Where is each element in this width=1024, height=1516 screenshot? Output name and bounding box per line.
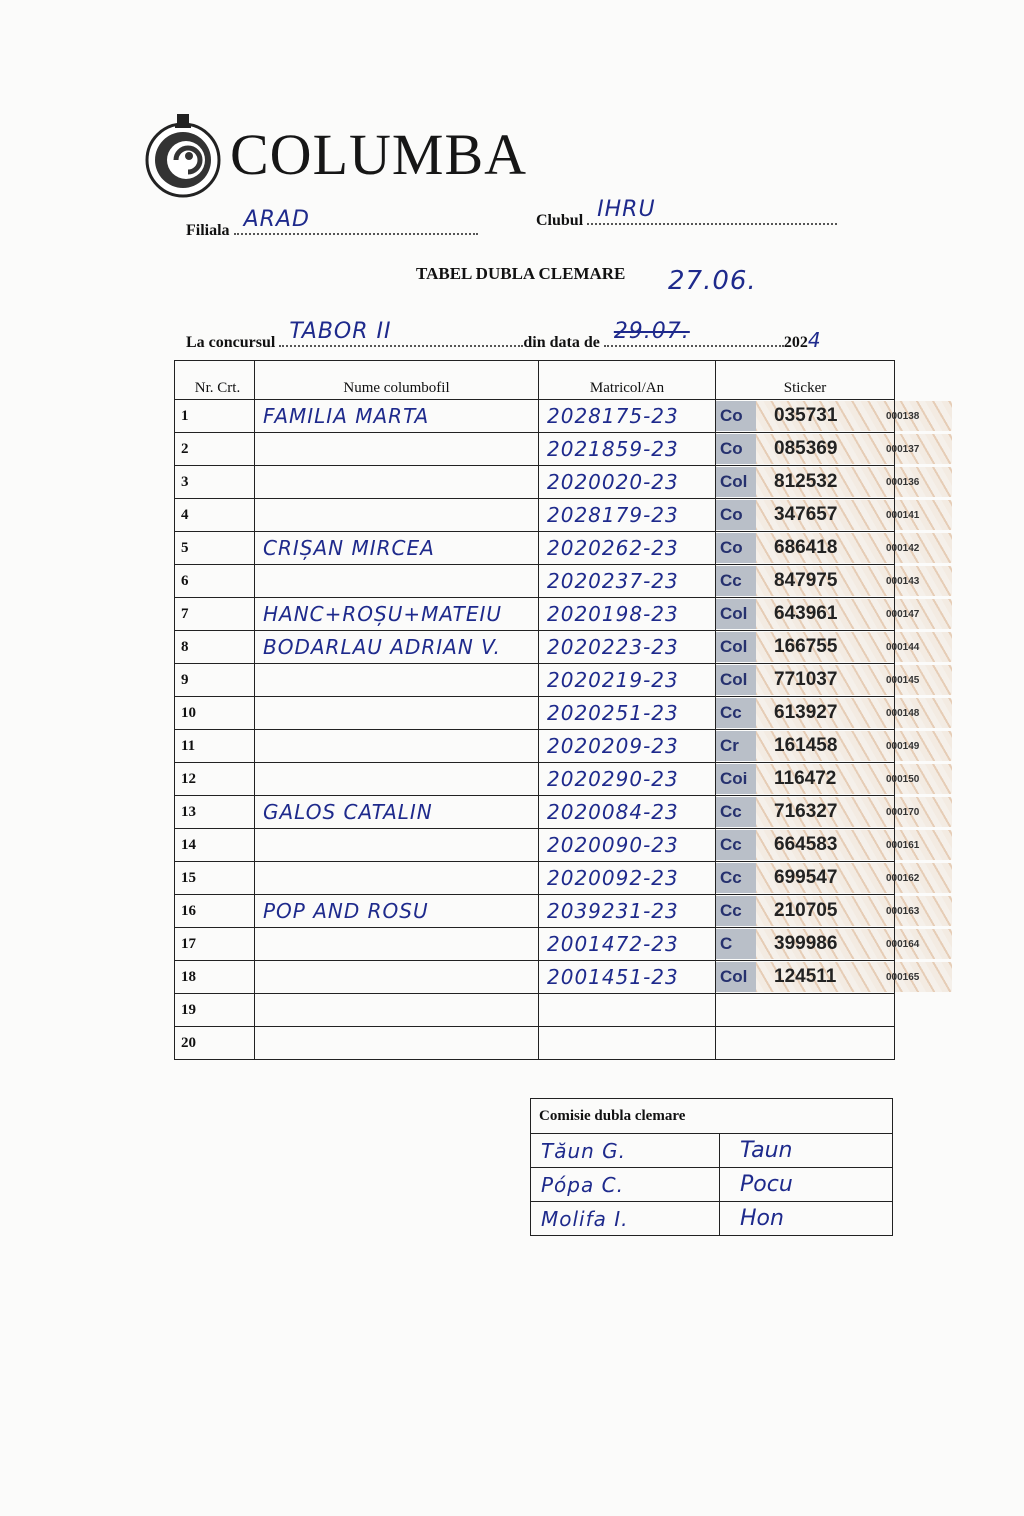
table-row <box>175 994 895 1027</box>
fancier-name <box>255 833 263 857</box>
header-sticker: Sticker <box>716 361 895 400</box>
sticker-serial: 000143 <box>886 575 920 587</box>
row-number: 20 <box>175 1027 255 1060</box>
sticker <box>716 632 952 662</box>
sticker-serial: 000136 <box>886 476 920 488</box>
row-number: 13 <box>175 796 255 829</box>
row-number: 15 <box>175 862 255 895</box>
matricol: 2001451-23 <box>547 965 679 989</box>
sticker-code: 686418 <box>774 537 838 558</box>
sticker-code: 847975 <box>774 570 838 591</box>
matricol: 2020290-23 <box>547 767 679 791</box>
table-row <box>175 862 895 895</box>
fancier-name <box>255 668 263 692</box>
fancier-name-cell <box>255 730 539 763</box>
fancier-name-cell <box>255 532 539 565</box>
sticker <box>716 929 952 959</box>
sticker-code: 116472 <box>774 768 837 789</box>
fancier-name: BODARLAU ADRIAN V. <box>263 635 501 659</box>
fancier-name-cell <box>255 466 539 499</box>
fancier-name-cell <box>255 763 539 796</box>
member-name-cell <box>531 1202 720 1236</box>
sticker-serial: 000170 <box>886 806 920 818</box>
matricol-cell <box>539 532 716 565</box>
table-row <box>175 1027 895 1060</box>
matricol: 2028179-23 <box>547 503 679 527</box>
year-suffix: 4 <box>807 328 822 352</box>
sticker-prefix: Col <box>716 599 756 629</box>
clubul-line <box>536 197 837 230</box>
concurs-value: TABOR II <box>289 319 392 344</box>
sticker <box>716 962 952 992</box>
logo <box>140 112 527 198</box>
fancier-name: GALOS CATALIN <box>263 800 433 824</box>
table-row <box>175 532 895 565</box>
matricol-cell <box>539 598 716 631</box>
table-header-row <box>175 361 895 400</box>
sticker-prefix: Coi <box>716 764 756 794</box>
table-row <box>175 400 895 433</box>
sticker-code: 812532 <box>774 471 838 492</box>
sticker-cell <box>716 664 920 697</box>
matricol-cell <box>539 631 716 664</box>
row-number: 18 <box>175 961 255 994</box>
sticker-code: 035731 <box>774 405 838 426</box>
matricol-cell <box>539 829 716 862</box>
table-row <box>175 928 895 961</box>
concurs-label: La concursul <box>186 334 276 351</box>
matricol-cell <box>539 1027 716 1060</box>
member-name-cell <box>531 1134 720 1168</box>
sticker-cell <box>716 829 920 862</box>
sticker-prefix: Cc <box>716 698 756 728</box>
fancier-name-cell <box>255 631 539 664</box>
sticker-cell <box>716 763 920 796</box>
sticker-cell <box>716 565 920 598</box>
sticker <box>716 599 952 629</box>
table-row <box>175 796 895 829</box>
table-row <box>175 598 895 631</box>
logo-text: COLUMBA <box>230 122 528 187</box>
sticker-prefix: Cc <box>716 566 756 596</box>
row-number: 10 <box>175 697 255 730</box>
sticker-cell <box>716 631 920 664</box>
commission-row <box>531 1134 893 1168</box>
fancier-name-cell <box>255 697 539 730</box>
sticker-code: 613927 <box>774 702 838 723</box>
sticker-serial: 000165 <box>886 971 920 983</box>
sticker-cell <box>716 400 920 433</box>
matricol: 2020198-23 <box>547 602 679 626</box>
matricol-cell <box>539 928 716 961</box>
fancier-name-cell <box>255 664 539 697</box>
sticker-cell <box>716 1027 895 1060</box>
table-row <box>175 631 895 664</box>
row-number: 7 <box>175 598 255 631</box>
fancier-name: HANC+ROȘU+MATEIU <box>263 602 503 626</box>
member-signature-cell <box>720 1202 893 1236</box>
sticker-code: 210705 <box>774 900 838 921</box>
sticker-prefix: Col <box>716 467 756 497</box>
member-signature-cell <box>720 1134 893 1168</box>
fancier-name-cell <box>255 565 539 598</box>
row-number: 12 <box>175 763 255 796</box>
filiala-field <box>234 207 478 235</box>
fancier-name <box>255 866 263 890</box>
sticker <box>716 401 952 431</box>
matricol: 2020020-23 <box>547 470 679 494</box>
sticker <box>716 665 952 695</box>
fancier-name: CRIȘAN MIRCEA <box>263 536 435 560</box>
matricol-cell <box>539 730 716 763</box>
row-number: 3 <box>175 466 255 499</box>
table-row <box>175 697 895 730</box>
clubul-field <box>587 197 837 225</box>
matricol-cell <box>539 862 716 895</box>
fancier-name <box>255 1031 263 1055</box>
matricol: 2020090-23 <box>547 833 679 857</box>
table-row <box>175 829 895 862</box>
matricol-cell <box>539 961 716 994</box>
matricol: 2020092-23 <box>547 866 679 890</box>
sticker <box>716 566 952 596</box>
sticker-serial: 000138 <box>886 410 920 422</box>
row-number: 14 <box>175 829 255 862</box>
table-row <box>175 499 895 532</box>
matricol-cell <box>539 466 716 499</box>
sticker-cell <box>716 433 920 466</box>
fancier-name: POP AND ROSU <box>263 899 429 923</box>
sticker-cell <box>716 499 920 532</box>
fancier-name-cell <box>255 598 539 631</box>
matricol: 2020237-23 <box>547 569 679 593</box>
sticker-cell <box>716 994 895 1027</box>
matricol: 2020251-23 <box>547 701 679 725</box>
fancier-name <box>255 437 263 461</box>
matricol-cell <box>539 565 716 598</box>
clamp-table <box>174 360 920 1060</box>
fancier-name-cell <box>255 961 539 994</box>
sticker-code: 664583 <box>774 834 838 855</box>
table-row <box>175 730 895 763</box>
year-prefix: 202 <box>783 334 808 351</box>
sticker-code: 716327 <box>774 801 838 822</box>
sticker <box>716 533 952 563</box>
row-number: 6 <box>175 565 255 598</box>
row-number: 2 <box>175 433 255 466</box>
sticker-prefix: Col <box>716 962 756 992</box>
sticker-prefix: Cc <box>716 896 756 926</box>
header-matricol: Matricol/An <box>539 361 716 400</box>
sticker <box>716 698 952 728</box>
fancier-name <box>255 503 263 527</box>
matricol-cell <box>539 433 716 466</box>
row-number: 4 <box>175 499 255 532</box>
matricol: 2020084-23 <box>547 800 679 824</box>
sticker-serial: 000162 <box>886 872 920 884</box>
sticker-prefix: Cc <box>716 830 756 860</box>
matricol: 2020219-23 <box>547 668 679 692</box>
sticker-prefix: Col <box>716 632 756 662</box>
page-title: TABEL DUBLA CLEMARE <box>416 264 626 283</box>
sticker-serial: 000144 <box>886 641 920 653</box>
sticker-cell <box>716 796 920 829</box>
commission-title: Comisie dubla clemare <box>531 1099 893 1134</box>
row-number: 9 <box>175 664 255 697</box>
filiala-value: ARAD <box>243 207 310 232</box>
sticker-cell <box>716 928 920 961</box>
sticker <box>716 830 952 860</box>
din-data-field <box>604 319 784 347</box>
row-number: 5 <box>175 532 255 565</box>
sticker-serial: 000137 <box>886 443 920 455</box>
sticker-cell <box>716 862 920 895</box>
member-signature: Taun <box>740 1138 793 1163</box>
matricol-cell <box>539 499 716 532</box>
sticker-serial: 000150 <box>886 773 920 785</box>
fancier-name: FAMILIA MARTA <box>263 404 430 428</box>
sticker-serial: 000164 <box>886 938 920 950</box>
matricol <box>539 998 547 1022</box>
row-number: 11 <box>175 730 255 763</box>
sticker-code: 771037 <box>774 669 838 690</box>
sticker-code: 166755 <box>774 636 838 657</box>
sticker-serial: 000163 <box>886 905 920 917</box>
sticker-serial: 000145 <box>886 674 920 686</box>
sticker <box>716 434 952 464</box>
sticker-cell <box>716 598 920 631</box>
matricol-cell <box>539 400 716 433</box>
member-name: Molifa I. <box>541 1206 629 1231</box>
matricol: 2020262-23 <box>547 536 679 560</box>
fancier-name-cell <box>255 994 539 1027</box>
title-date: 27.06. <box>668 266 757 296</box>
fancier-name-cell <box>255 499 539 532</box>
clubul-label: Clubul <box>536 212 584 229</box>
fancier-name <box>255 701 263 725</box>
sticker-cell <box>716 697 920 730</box>
table-row <box>175 433 895 466</box>
matricol: 2001472-23 <box>547 932 679 956</box>
fancier-name-cell <box>255 829 539 862</box>
fancier-name <box>255 767 263 791</box>
fancier-name-cell <box>255 895 539 928</box>
matricol: 2020209-23 <box>547 734 679 758</box>
sticker-cell <box>716 961 920 994</box>
row-number: 8 <box>175 631 255 664</box>
sticker <box>716 797 952 827</box>
fancier-name-cell <box>255 433 539 466</box>
fancier-name <box>255 932 263 956</box>
sticker-prefix: Cc <box>716 797 756 827</box>
fancier-name-cell <box>255 400 539 433</box>
matricol-cell <box>539 895 716 928</box>
row-number: 17 <box>175 928 255 961</box>
sticker-prefix: Col <box>716 665 756 695</box>
commission-table <box>530 1098 893 1236</box>
sticker-code: 699547 <box>774 867 838 888</box>
matricol <box>539 1031 547 1055</box>
sticker <box>716 863 952 893</box>
member-signature-cell <box>720 1168 893 1202</box>
sticker-serial: 000161 <box>886 839 920 851</box>
columba-emblem-icon <box>140 112 226 198</box>
sticker-serial: 000149 <box>886 740 920 752</box>
fancier-name <box>255 470 263 494</box>
sticker-prefix: Cr <box>716 731 756 761</box>
fancier-name <box>255 734 263 758</box>
concurs-line <box>186 319 822 352</box>
sticker-cell <box>716 532 920 565</box>
table-row <box>175 565 895 598</box>
filiala-label: Filiala <box>186 222 230 239</box>
fancier-name-cell <box>255 862 539 895</box>
table-row <box>175 763 895 796</box>
sticker <box>716 467 952 497</box>
member-name-cell <box>531 1168 720 1202</box>
sticker-prefix: C <box>716 929 756 959</box>
filiala-line <box>186 207 478 240</box>
table-row <box>175 961 895 994</box>
matricol: 2021859-23 <box>547 437 679 461</box>
row-number: 16 <box>175 895 255 928</box>
commission-row <box>531 1202 893 1236</box>
sticker-serial: 000142 <box>886 542 920 554</box>
commission-body <box>531 1134 893 1236</box>
matricol-cell <box>539 994 716 1027</box>
member-name: Pópa C. <box>541 1172 624 1197</box>
sticker-code: 643961 <box>774 603 838 624</box>
matricol: 2039231-23 <box>547 899 679 923</box>
table-row <box>175 664 895 697</box>
sticker-serial: 000141 <box>886 509 920 521</box>
sticker-prefix: Cc <box>716 863 756 893</box>
sticker-code: 347657 <box>774 504 838 525</box>
sticker-serial: 000147 <box>886 608 920 620</box>
matricol-cell <box>539 763 716 796</box>
header-nr: Nr. Crt. <box>175 361 255 400</box>
sticker <box>716 731 952 761</box>
din-data-label: din data de <box>523 334 600 351</box>
sticker-serial: 000148 <box>886 707 920 719</box>
sticker <box>716 896 952 926</box>
matricol-cell <box>539 664 716 697</box>
table-body <box>175 400 920 1060</box>
concurs-field <box>279 319 523 347</box>
fancier-name <box>255 965 263 989</box>
table-row <box>175 466 895 499</box>
header-name: Nume columbofil <box>255 361 539 400</box>
sticker-code: 399986 <box>774 933 838 954</box>
matricol: 2020223-23 <box>547 635 679 659</box>
sticker-code: 124511 <box>774 966 837 987</box>
sticker-prefix: Co <box>716 500 756 530</box>
member-signature: Pocu <box>740 1172 793 1197</box>
member-name: Tăun G. <box>541 1138 627 1163</box>
matricol-cell <box>539 796 716 829</box>
fancier-name <box>255 569 263 593</box>
din-data-value: 29.07. <box>613 319 690 344</box>
sticker-prefix: Co <box>716 401 756 431</box>
fancier-name-cell <box>255 1027 539 1060</box>
matricol: 2028175-23 <box>547 404 679 428</box>
sticker-cell <box>716 730 920 763</box>
clubul-value: IHRU <box>597 197 656 222</box>
sticker-cell <box>716 895 920 928</box>
matricol-cell <box>539 697 716 730</box>
member-signature: Hon <box>740 1206 784 1231</box>
fancier-name <box>255 998 263 1022</box>
fancier-name-cell <box>255 928 539 961</box>
sticker-code: 161458 <box>774 735 838 756</box>
commission-row <box>531 1168 893 1202</box>
sticker <box>716 500 952 530</box>
sticker <box>716 764 952 794</box>
row-number: 19 <box>175 994 255 1027</box>
sticker-cell <box>716 466 920 499</box>
row-number: 1 <box>175 400 255 433</box>
table-row <box>175 895 895 928</box>
sticker-code: 085369 <box>774 438 838 459</box>
sticker-prefix: Co <box>716 533 756 563</box>
sticker-prefix: Co <box>716 434 756 464</box>
fancier-name-cell <box>255 796 539 829</box>
